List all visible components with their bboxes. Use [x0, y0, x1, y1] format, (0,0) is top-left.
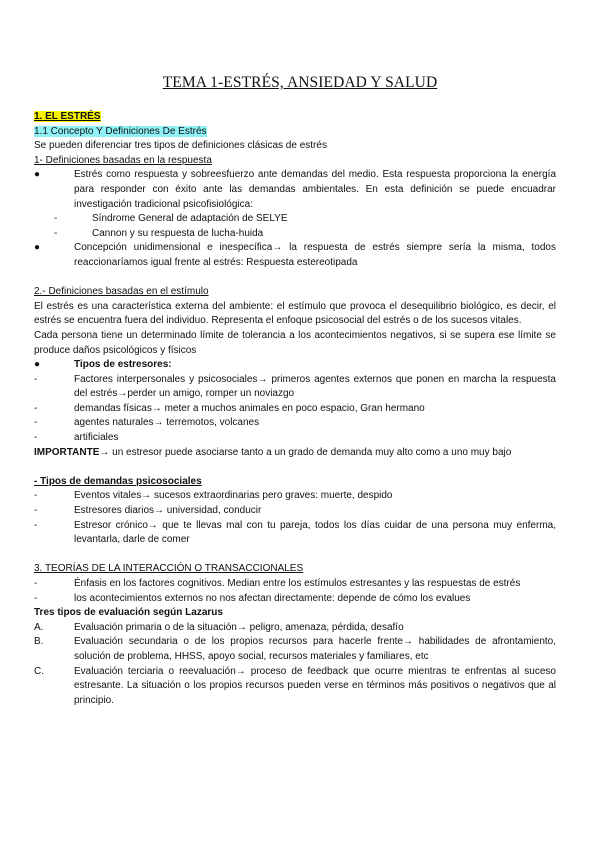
dash-icon: - — [34, 417, 38, 429]
def1-bullet1-text: Estrés como respuesta y sobreesfuerzo ante demandas del medio. Esta respuesta proporciona la energía para responder con éxito ante las demandas ambientales. En esta definición se puede encuadrar investigación tradicional psicofisiológica: — [74, 169, 556, 210]
def2-para2: Cada persona tiene un determinado límite de tolerancia a los acontecimientos negativos, si se supera ese límite se produce daños psicológicos y físicos — [34, 329, 556, 356]
section3-item — [34, 592, 556, 607]
demandas-item-text: Eventos vitales→ sucesos extraordinarias pero graves: muerte, despido — [74, 490, 393, 502]
def1-bullet1 — [34, 168, 556, 212]
dash-icon: - — [34, 402, 38, 414]
def1-bullet2-text: Concepción unidimensional e inespecífica→ la respuesta de estrés siempre sería la misma, todos reaccionaríamos igual frente al estrés: Respuesta estereotipada — [74, 242, 556, 268]
importante-label: IMPORTANTE — [34, 446, 100, 458]
demandas-item — [34, 489, 556, 504]
def1-sub2-text: Cannon y su respuesta de lucha-huida — [92, 227, 264, 239]
section3-item-text: Énfasis en los factores cognitivos. Median entre los estímulos estresantes y las respuestas de estrés — [74, 578, 521, 589]
dash-icon: - — [34, 578, 38, 589]
tipos-item — [34, 373, 556, 402]
demandas-item-text: Estresores diarios→ universidad, conducir — [74, 505, 262, 517]
def1-sub1-text: Síndrome General de adaptación de SELYE — [92, 213, 288, 225]
dash-icon: - — [34, 373, 38, 385]
document-body — [34, 110, 556, 708]
demandas-item-text: Estresor crónico→ que te llevas mal con tu pareja, todos los días cuidar de una persona muy enferma, levantarla, darle de comer — [74, 519, 556, 546]
lazarus-item-mark: A. — [34, 621, 44, 633]
tipos-item-text: agentes naturales→ terremotos, volcanes — [74, 417, 260, 429]
def1-heading: 1- Definiciones basadas en la respuesta — [34, 154, 212, 166]
tipos-heading: Tipos de estresores: — [74, 359, 172, 371]
lazarus-item-text: Evaluación secundaria o de los propios recursos para hacerle frente→ habilidades de afrontamiento, solución de problema, HHSS, apoyo social, recursos materiales y familiares, etc — [74, 636, 556, 662]
tipos-item — [34, 402, 556, 417]
importante-text: → un estresor puede asociarse tanto a un grado de demanda muy alto como a uno muy bajo — [99, 446, 512, 458]
def2-para1: El estrés es una característica externa del ambiente: el estímulo que provoca el desequilibrio biológico, es decir, el estrés se encuentra fuera del individuo. Representa el enfoque psicosocial del estrés o de los sucesos vitales. — [34, 300, 556, 327]
tipos-item-text: Factores interpersonales y psicosociales→ primeros agentes externos que ponen en marcha la respuesta del estrés→perder un amigo, romper un noviazgo — [74, 373, 556, 400]
lazarus-item-mark: C. — [34, 665, 44, 677]
bullet-icon: ● — [34, 359, 41, 371]
lazarus-item — [34, 621, 556, 636]
tipos-item-text: artificiales — [74, 432, 119, 444]
section3-item — [34, 577, 556, 592]
tipos-item-text: demandas físicas→ meter a muchos animales en poco espacio, Gran hermano — [74, 402, 425, 414]
dash-icon: - — [34, 432, 38, 444]
demandas-item — [34, 504, 556, 519]
def1-sub1 — [34, 212, 556, 227]
demandas-heading: - Tipos de demandas psicosociales — [34, 475, 202, 487]
tipos-heading-row — [34, 358, 556, 373]
def1-bullet2 — [34, 241, 556, 270]
dash-icon: - — [34, 505, 38, 517]
tipos-item — [34, 416, 556, 431]
section3-heading: 3. TEORÍAS DE LA INTERACCIÓN O TRANSACCIONALES — [34, 563, 304, 575]
demandas-item — [34, 519, 556, 548]
lazarus-item-text: Evaluación primaria o de la situación→ peligro, amenaza, pérdida, desafío — [74, 621, 404, 633]
importante-note — [34, 446, 556, 461]
dash-icon: - — [34, 490, 38, 502]
lazarus-item-text: Evaluación terciaria o reevaluación→ proceso de feedback que ocurre mientras te enfrentas al suceso estresante. La situación o los propios recursos pueden verse en términos más positivos o negativos que al principio. — [74, 665, 556, 706]
section1-subheading: 1.1 Concepto Y Definiciones De Estrés — [34, 125, 207, 137]
def1-sub2 — [34, 227, 556, 242]
dash-icon: - — [34, 519, 38, 531]
tipos-item — [34, 431, 556, 446]
dash-icon: - — [54, 213, 58, 225]
lazarus-item — [34, 635, 556, 664]
section1-heading: 1. EL ESTRÉS — [34, 111, 101, 122]
bullet-icon: ● — [34, 242, 41, 254]
dash-icon: - — [34, 592, 38, 604]
def2-heading: 2.- Definiciones basadas en el estímulo — [34, 286, 209, 298]
lazarus-heading: Tres tipos de evaluación según Lazarus — [34, 607, 223, 619]
section3-item-text: los acontecimientos externos no nos afectan directamente: depende de cómo los evalues — [74, 592, 471, 604]
bullet-icon: ● — [34, 169, 41, 181]
dash-icon: - — [54, 227, 58, 239]
page-title: TEMA 1-ESTRÉS, ANSIEDAD Y SALUD — [162, 74, 438, 91]
lazarus-item — [34, 665, 556, 709]
intro-text: Se pueden diferenciar tres tipos de definiciones clásicas de estrés — [34, 140, 327, 152]
lazarus-item-mark: B. — [34, 636, 44, 648]
